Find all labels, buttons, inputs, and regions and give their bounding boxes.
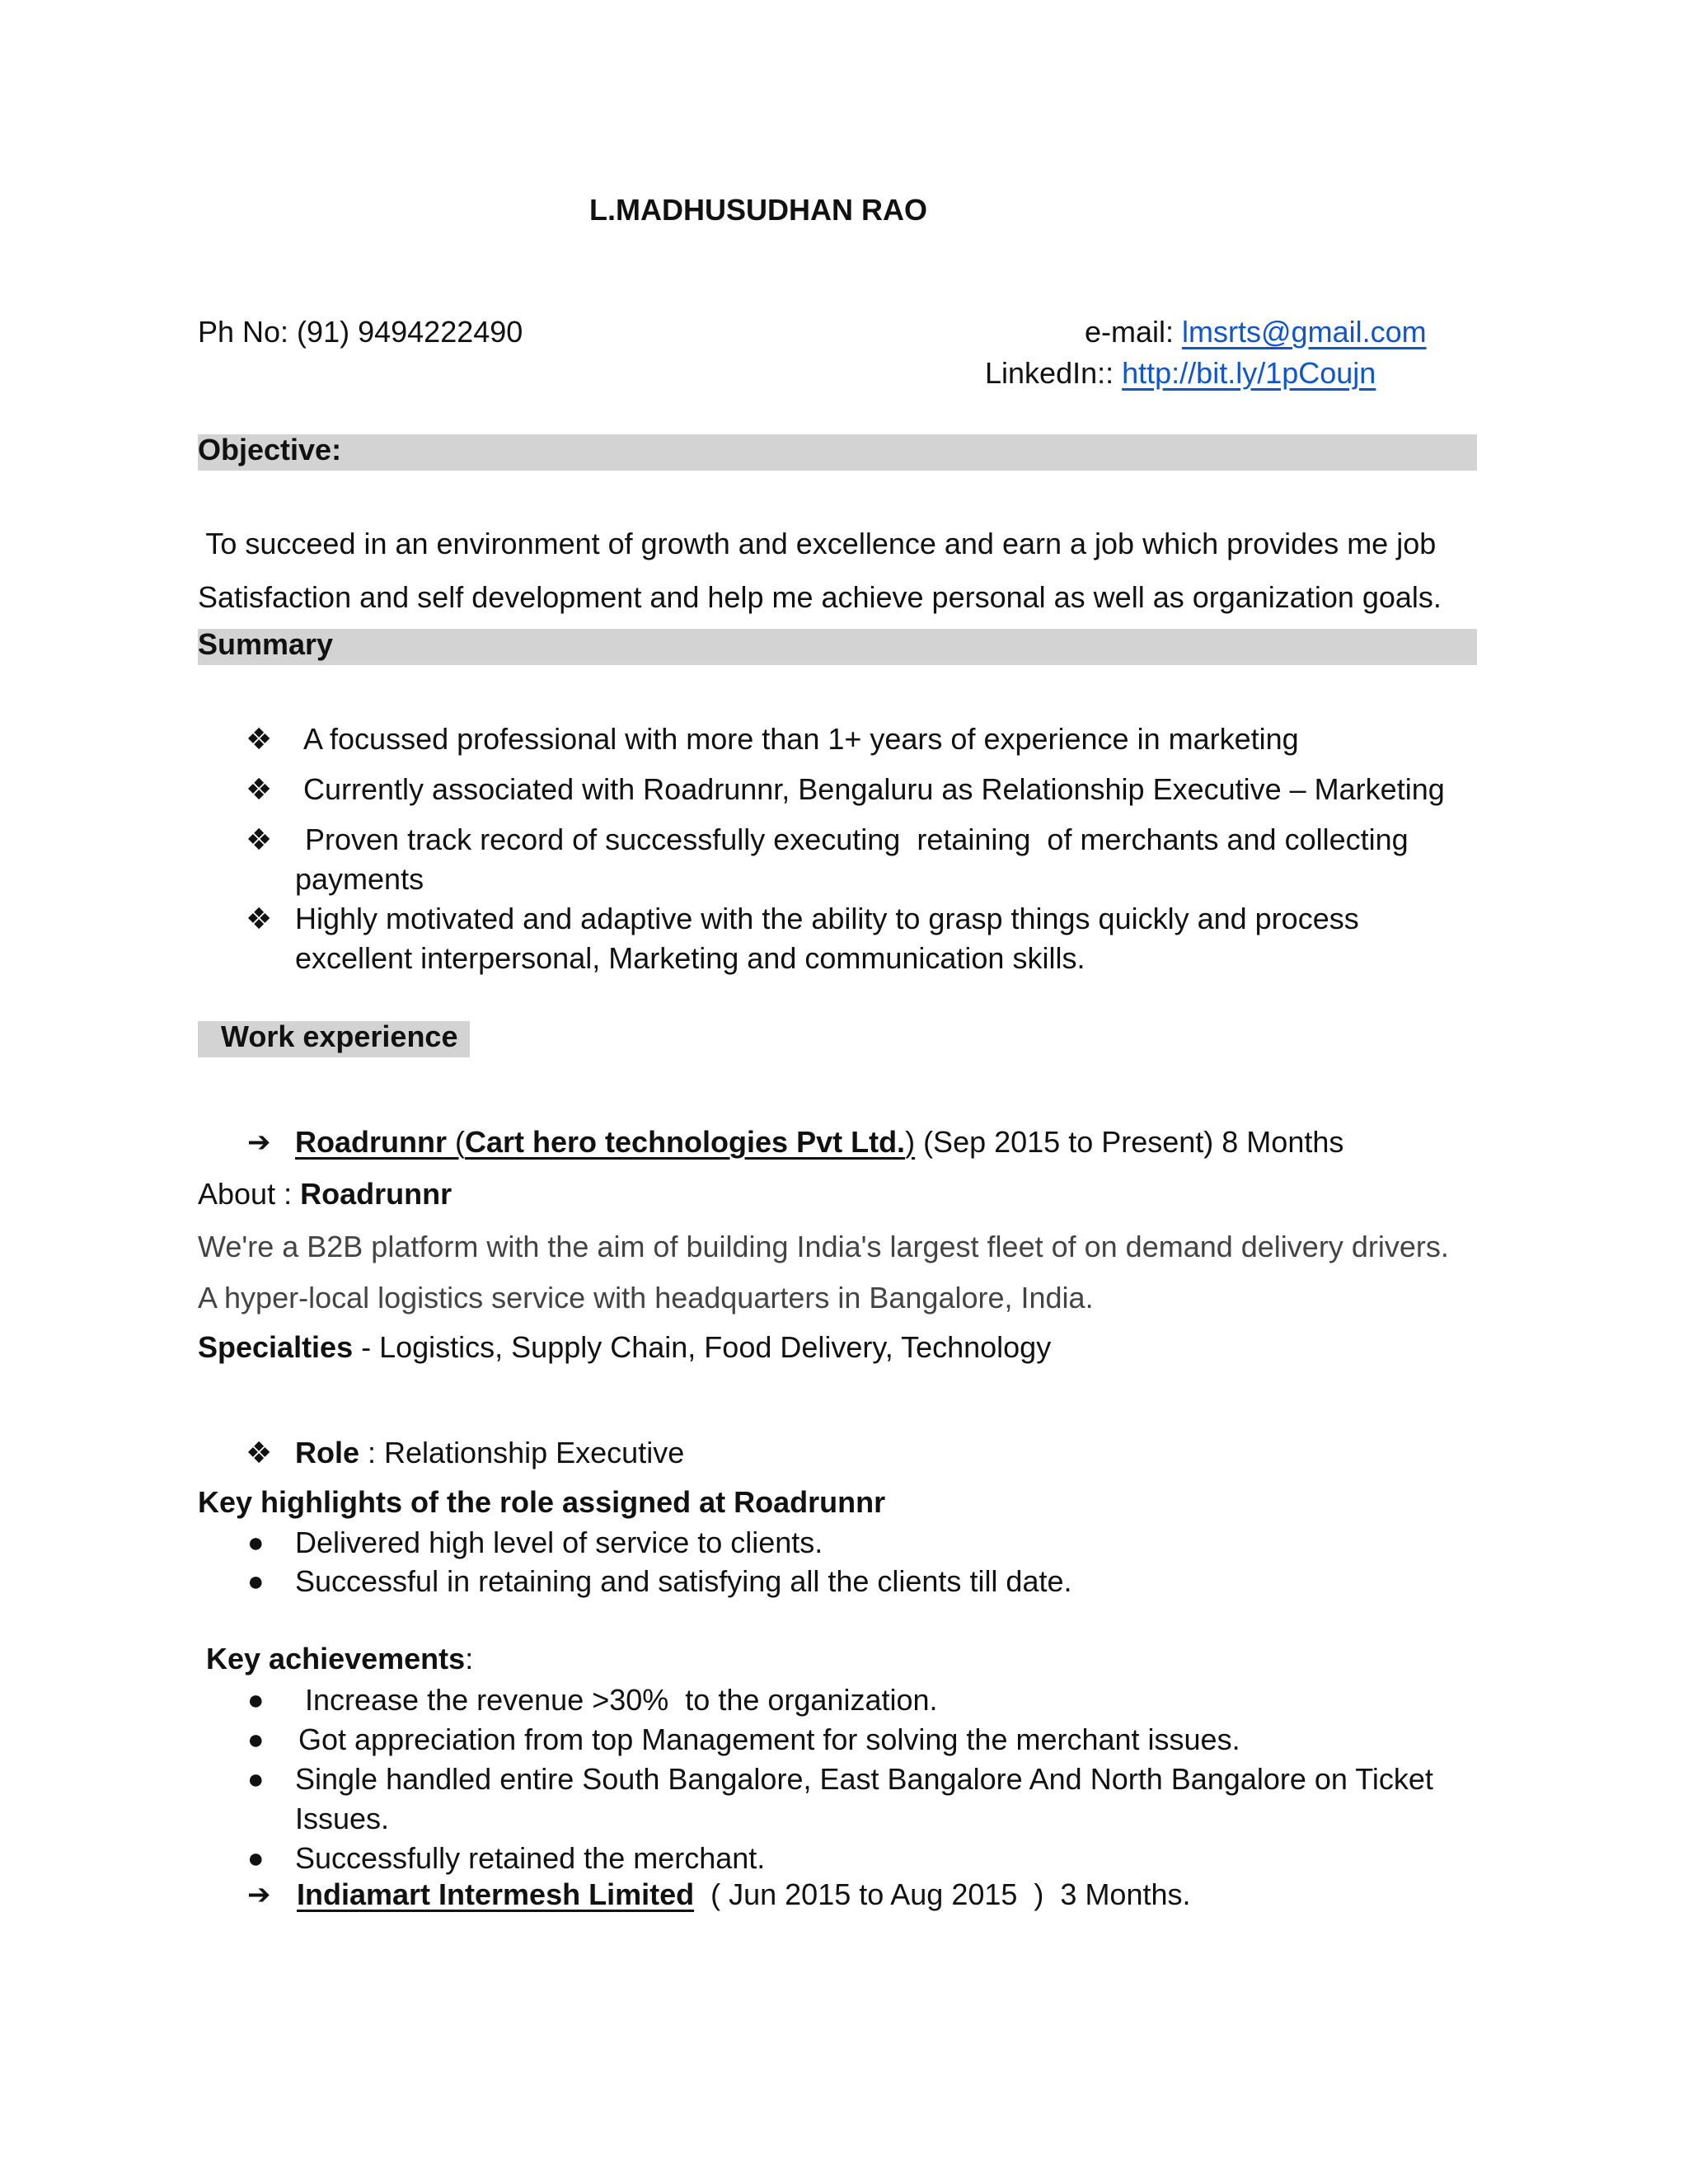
email-link[interactable]: lmsrts@gmail.com (1182, 315, 1427, 349)
arrow-bullet-icon: ➔ (247, 1879, 271, 1910)
phone-number: Ph No: (91) 9494222490 (198, 315, 523, 349)
summary-item-continued: excellent interpersonal, Marketing and communication skills. (295, 941, 1085, 975)
diamond-bullet-icon: ❖ (246, 1436, 273, 1469)
summary-item: Proven track record of successfully executing retaining of merchants and collecting (305, 823, 1409, 856)
linkedin-line (985, 355, 1376, 391)
summary-item-continued: payments (295, 862, 424, 896)
specialties-line (198, 1329, 1051, 1366)
achievement-item: Successfully retained the merchant. (295, 1841, 766, 1875)
dot-bullet-icon: ● (247, 1724, 265, 1755)
dot-bullet-icon: ● (247, 1843, 265, 1874)
specialties-value: - Logistics, Supply Chain, Food Delivery, Technology (353, 1330, 1052, 1364)
achievements-colon: : (465, 1642, 474, 1675)
objective-line-2: Satisfaction and self development and help me achieve personal as well as organization goals. (198, 580, 1442, 614)
diamond-bullet-icon: ❖ (246, 902, 273, 935)
diamond-bullet-icon: ❖ (246, 722, 273, 756)
role-label: Role (295, 1436, 360, 1469)
role-line (295, 1435, 684, 1471)
about-label: About : (198, 1177, 301, 1211)
about-description-1: We're a B2B platform with the aim of building India's largest fleet of on demand delivery drivers. (198, 1230, 1449, 1263)
highlight-item: Delivered high level of service to clients. (295, 1526, 823, 1559)
summary-item: Currently associated with Roadrunnr, Bengaluru as Relationship Executive – Marketing (303, 772, 1445, 806)
summary-heading-band (198, 629, 1477, 665)
email-label: e-mail: (1085, 315, 1183, 349)
summary-heading: Summary (198, 627, 334, 661)
about-description-2: A hyper-local logistics service with headquarters in Bangalore, India. (198, 1281, 1094, 1315)
objective-heading-band (198, 434, 1477, 471)
paren-close: ) (905, 1125, 916, 1159)
job-period: ( Jun 2015 to Aug 2015 ) 3 Months. (694, 1877, 1191, 1911)
company-legal-name: Cart hero technologies Pvt Ltd. (465, 1125, 906, 1159)
achievements-heading-line (206, 1641, 473, 1677)
achievement-item-continued: Issues. (295, 1802, 390, 1835)
diamond-bullet-icon: ❖ (246, 772, 273, 806)
work-heading: Work experience (221, 1019, 458, 1053)
job-indiamart-line (297, 1877, 1191, 1913)
objective-heading: Objective: (198, 433, 342, 466)
achievement-item: Single handled entire South Bangalore, East Bangalore And North Bangalore on Ticket (295, 1762, 1433, 1796)
achievement-item: Got appreciation from top Management for solving the merchant issues. (298, 1722, 1240, 1756)
linkedin-label: LinkedIn:: (985, 356, 1123, 390)
arrow-bullet-icon: ➔ (247, 1127, 271, 1158)
role-value: : Relationship Executive (359, 1436, 685, 1469)
achievements-heading: Key achievements (206, 1642, 466, 1675)
job-roadrunnr-line (295, 1124, 1343, 1160)
company-roadrunnr: Roadrunnr (295, 1125, 447, 1159)
candidate-name: L.MADHUSUDHAN RAO (589, 193, 927, 227)
dot-bullet-icon: ● (247, 1685, 265, 1716)
summary-item: Highly motivated and adaptive with the ability to grasp things quickly and process (295, 902, 1359, 935)
achievement-item: Increase the revenue >30% to the organization. (305, 1683, 938, 1717)
email-line (1085, 314, 1427, 350)
summary-item: A focussed professional with more than 1+ years of experience in marketing (303, 722, 1299, 756)
job-period: (Sep 2015 to Present) 8 Months (915, 1125, 1344, 1159)
about-line (198, 1176, 452, 1212)
dot-bullet-icon: ● (247, 1527, 265, 1558)
objective-line-1: To succeed in an environment of growth and excellence and earn a job which provides me job (198, 527, 1437, 560)
highlights-heading: Key highlights of the role assigned at Roadrunnr (198, 1485, 886, 1519)
specialties-label: Specialties (198, 1330, 354, 1364)
about-company: Roadrunnr (300, 1177, 452, 1211)
company-indiamart: Indiamart Intermesh Limited (297, 1877, 695, 1911)
linkedin-link[interactable]: http://bit.ly/1pCoujn (1122, 356, 1376, 390)
diamond-bullet-icon: ❖ (246, 823, 273, 856)
highlight-item: Successful in retaining and satisfying all the clients till date. (295, 1564, 1072, 1598)
dot-bullet-icon: ● (247, 1764, 265, 1795)
paren-open: ( (447, 1125, 465, 1159)
dot-bullet-icon: ● (247, 1566, 265, 1597)
